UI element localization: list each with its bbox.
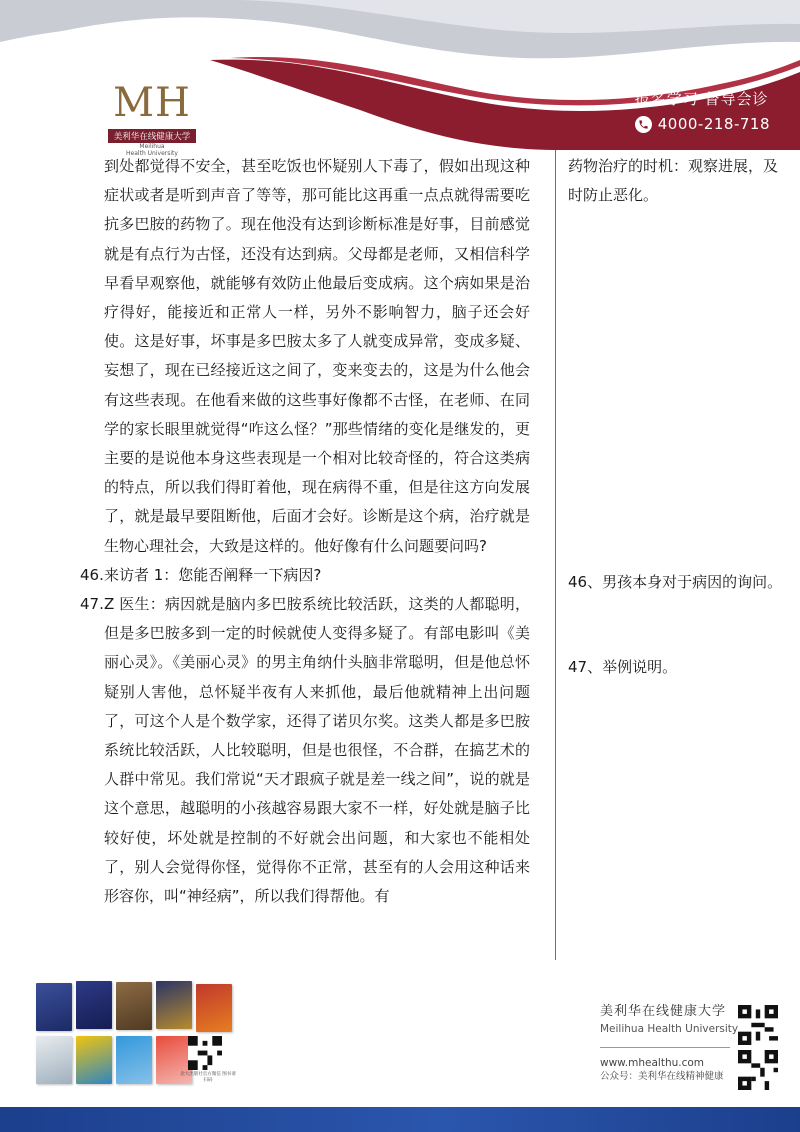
book-cover [116, 982, 152, 1030]
university-name: 美利华在线健康大学 [600, 1004, 727, 1019]
wechat-account: 公众号：美利华在线精神健康 [600, 1071, 724, 1082]
book-cover [36, 1036, 72, 1084]
logo-mark: MH [113, 80, 191, 126]
university-footer-block [600, 1003, 740, 1084]
transcript-item-47 [80, 590, 530, 911]
book-cover [196, 984, 232, 1032]
logo-ribbon: 美利华在线健康大学 [108, 129, 197, 143]
qr-code-publisher[interactable] [188, 1036, 222, 1070]
annotation-note: 46、男孩本身对于病因的询问。 [568, 573, 783, 591]
footer-rule [600, 1047, 730, 1048]
phone-number[interactable]: 4000-218-718 [657, 115, 770, 133]
logo-subtitle-1: Meilihua [139, 143, 165, 150]
continued-paragraph: 到处都觉得不安全，甚至吃饭也怀疑别人下毒了，假如出现这种症状或者是听到声音了等等，那可能比这再重一点点就得需要吃抗多巴胺的药物了。现在他没有达到诊断标准是好事，目前感觉就是有点行为古怪，还没有达到病。父母都是老师，又相信科学早看早观察他，就能够有效防止他最后变成病。这个病如果是治疗得好，能接近和正常人一样，另外不影响智力，脑子还会好使。这是好事，坏事是多巴胺太多了人就变成异常，变成多疑、妄想了，现在已经接近这之间了，变来变去的，这是为什么他会有这些表现。在他看来做的这些事好像都不古怪，在老师、在同学的家长眼里就觉得“咋这么怪？”那些情绪的变化是继发的，更主要的是说他本身这些表现是一个相对比较奇怪的，符合这类病的特点，所以我们得盯着他，现在病得不重，但是往这方向发展了，就是最早要阻断他，后面才会好。诊断是这个病，治疗就是生物心理社会，大致是这样的。他好像有什么问题要问吗? [104, 157, 530, 555]
book-cover [36, 983, 72, 1031]
website-link[interactable]: www.mhealthu.com [600, 1057, 705, 1069]
phone-icon [635, 116, 652, 133]
phone-row [635, 115, 770, 133]
footer-bar [0, 1107, 800, 1132]
contact-block [635, 89, 770, 133]
book-cover [76, 1036, 112, 1084]
item-number: 46. [80, 565, 104, 584]
qr-caption: 北大出版社官方微信 图书请扫码 [180, 1072, 236, 1083]
logo-subtitle-2: Health University [126, 150, 178, 157]
item-text: 来访者 1：您能否阐释一下病因? [104, 565, 322, 584]
university-english-name: Meilihua Health University [600, 1023, 739, 1035]
transcript-item-46 [80, 561, 530, 590]
item-number: 47. [80, 595, 104, 614]
qr-code-wechat[interactable] [738, 1050, 778, 1090]
page-header [0, 0, 800, 157]
item-text: Z 医生：病因就是脑内多巴胺系统比较活跃，这类的人都聪明，但是多巴胺多到一定的时候就使人变得多疑了。有部电影叫《美丽心灵》。《美丽心灵》的男主角纳什头脑非常聪明，但是他总怀疑别人害他，总怀疑半夜有人来抓他，最后他就精神上出问题了，可这个人是个数学家，还得了诺贝尔奖。这类人都是多巴胺系统比较活跃，人比较聪明，但是也很怪，不合群，在搞艺术的人群中常见。我们常说“天才跟疯子就是差一线之间”，说的就是这个意思，越聪明的小孩越容易跟大家不一样，好处就是脑子比较好使，坏处就是控制的不好就会出问题，和大家也不能相处了，别人会觉得你怪，觉得你不正常，甚至有的人会用这种话来形容你，叫“神经病”，所以我们得帮他。有 [104, 595, 530, 906]
transcript-column [80, 152, 530, 911]
book-cover [76, 981, 112, 1029]
university-logo [100, 80, 204, 157]
book-cover [156, 981, 192, 1029]
slogan: 报名学习 督导会诊 [634, 90, 769, 108]
book-cover [116, 1036, 152, 1084]
annotation-note: 药物治疗的时机：观察进展，及时防止恶化。 [568, 157, 779, 205]
qr-code-website[interactable] [738, 1005, 778, 1045]
annotation-note: 47、举例说明。 [568, 658, 678, 676]
column-divider [555, 150, 556, 960]
